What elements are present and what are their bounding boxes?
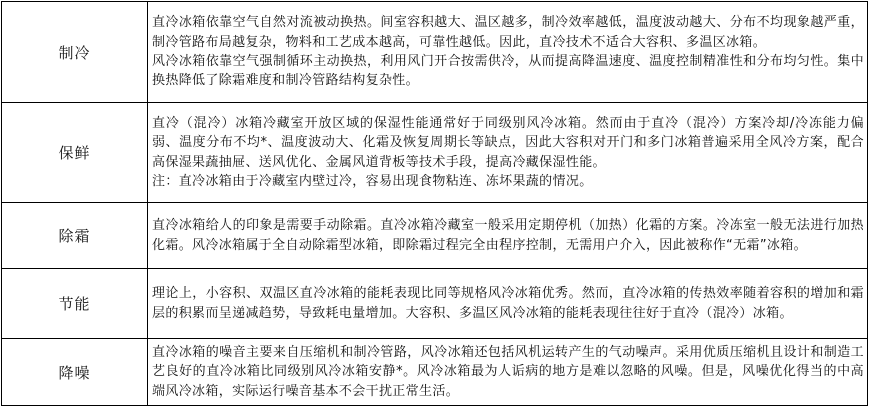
category-cell: 降噪 bbox=[2, 339, 148, 406]
comparison-table bbox=[1, 1, 868, 406]
description-paragraph: 直冷冰箱的噪音主要来自压缩机和制冷管路，风冷冰箱还包括风机运转产生的气动噪声。采用优质压缩机且设计和制造工艺良好的直冷冰箱比同级别风冷冰箱安静*。风冷冰箱最为人诟病的地方是难以忽略的风噪。但是，风噪优化得当的中高端风冷冰箱，实际运行噪音基本不会干扰正常生活。 bbox=[152, 345, 864, 399]
description-cell bbox=[148, 339, 868, 406]
description-paragraph: 理论上，小容积、双温区直冷冰箱的能耗表现比同等规格风冷冰箱优秀。然而，直冷冰箱的传热效率随着容积的增加和霜层的积累而呈递减趋势，导致耗电量增加。大容积、多温区风冷冰箱的能耗表现往往好于直冷（混冷）冰箱。 bbox=[152, 286, 864, 321]
description-cell bbox=[148, 269, 868, 339]
table-row-preservation bbox=[2, 103, 868, 203]
description-paragraph: 直冷（混冷）冰箱冷藏室开放区域的保湿性能通常好于同级别风冷冰箱。然而由于直冷（混冷）方案冷却/冷冻能力偏弱、温度分布不均*、温度波动大、化霜及恢复周期长等缺点，因此大容积对开门和多门冰箱普遍采用全风冷方案，配合高保湿果蔬抽屉、送风优化、金属风道背板等技术手段，提高冷藏保湿性能。 bbox=[152, 115, 864, 170]
description-cell bbox=[148, 103, 868, 203]
description-note: 注：直冷冰箱由于冷藏室内壁过冷，容易出现食物粘连、冻坏果蔬的情况。 bbox=[152, 173, 593, 189]
description-cell bbox=[148, 203, 868, 269]
table-row-defrost bbox=[2, 203, 868, 269]
description-cell bbox=[148, 2, 868, 103]
category-cell: 制冷 bbox=[2, 2, 148, 103]
category-cell: 除霜 bbox=[2, 203, 148, 269]
category-cell: 保鲜 bbox=[2, 103, 148, 203]
table-row-refrigeration bbox=[2, 2, 868, 103]
description-paragraph: 风冷冰箱依靠空气强制循环主动换热，利用风门开合按需供冷，从而提高降温速度、温度控制精准性和分布均匀性。集中换热降低了除霜难度和制冷管路结构复杂性。 bbox=[152, 54, 864, 89]
description-paragraph: 直冷冰箱给人的印象是需要手动除霜。直冷冰箱冷藏室一般采用定期停机（加热）化霜的方案。冷冻室一般无法进行加热化霜。风冷冰箱属于全自动除霜型冰箱，即除霜过程完全由程序控制，无需用户介入，因此被称作“无霜”冰箱。 bbox=[152, 218, 864, 253]
table-row-energy-saving bbox=[2, 269, 868, 339]
description-paragraph: 直冷冰箱依靠空气自然对流被动换热。间室容积越大、温区越多，制冷效率越低，温度波动越大、分布不均现象越严重，制冷管路布局越复杂，物料和工艺成本越高，可靠性越低。因此，直冷技术不适合大容积、多温区冰箱。 bbox=[152, 15, 864, 50]
table-row-noise-reduction bbox=[2, 339, 868, 406]
category-cell: 节能 bbox=[2, 269, 148, 339]
